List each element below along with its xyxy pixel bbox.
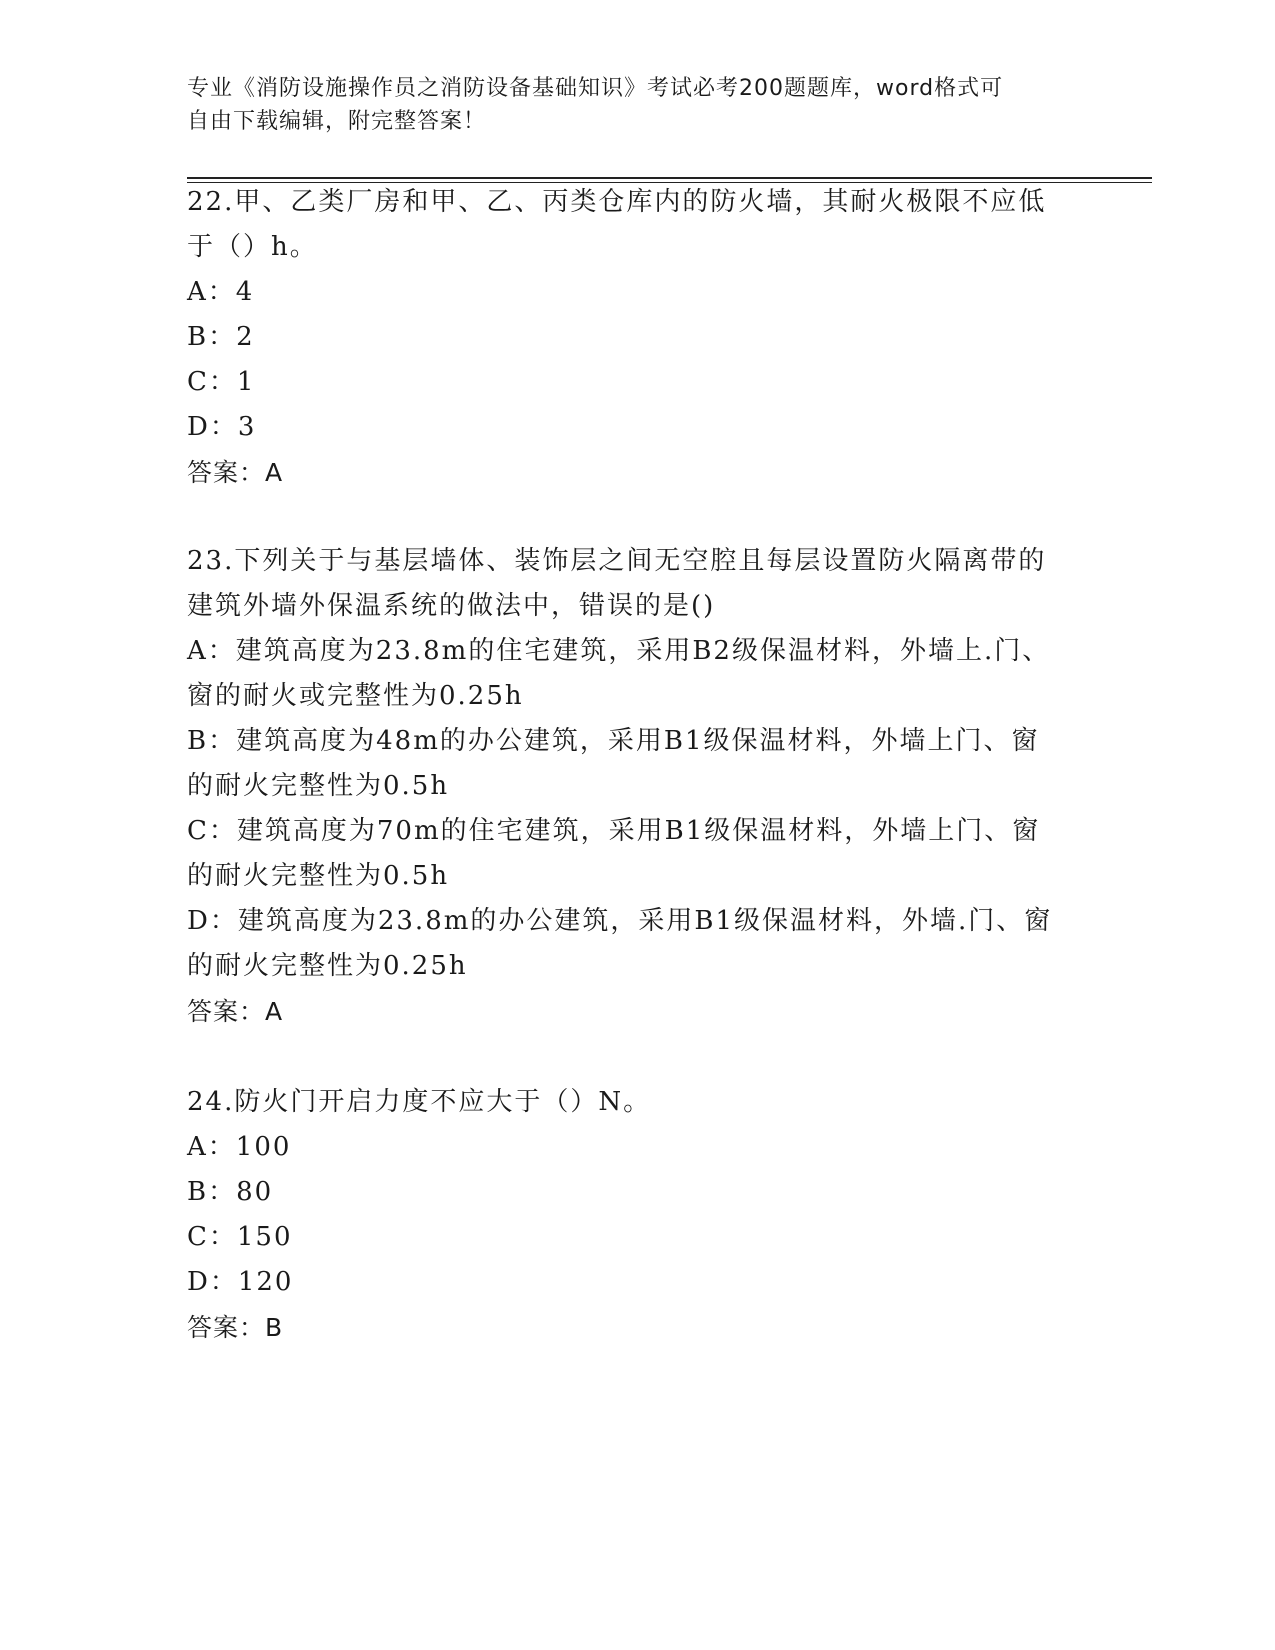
- answer-label: 答案：A: [187, 458, 284, 487]
- question-stem: 建筑外墙外保温系统的做法中，错误的是(): [187, 591, 716, 621]
- question-22: [187, 180, 1067, 495]
- option-a-cont: 窗的耐火或完整性为0.25h: [187, 681, 524, 711]
- option-c-cont: 的耐火完整性为0.5h: [187, 861, 450, 891]
- answer-label: 答案：A: [187, 997, 284, 1026]
- option-b: B：2: [187, 322, 255, 352]
- header-line-2: 自由下载编辑，附完整答案！: [187, 109, 487, 134]
- question-stem: 22.甲、乙类厂房和甲、乙、丙类仓库内的防火墙，其耐火极限不应低: [187, 187, 1047, 217]
- option-b: B：80: [187, 1177, 274, 1207]
- question-23: [187, 539, 1067, 1034]
- question-stem: 24.防火门开启力度不应大于（）N。: [187, 1087, 652, 1117]
- option-a: A：100: [187, 1132, 292, 1162]
- option-c: C：1: [187, 367, 256, 397]
- question-stem: 于（）h。: [187, 232, 318, 262]
- answer-label: 答案：B: [187, 1313, 284, 1342]
- option-d: D：建筑高度为23.8m的办公建筑，采用B1级保温材料，外墙.门、窗: [187, 906, 1053, 936]
- option-c: C：150: [187, 1222, 293, 1252]
- question-stem: 23.下列关于与基层墙体、装饰层之间无空腔且每层设置防火隔离带的: [187, 546, 1047, 576]
- question-24: [187, 1080, 1067, 1350]
- option-b: B：建筑高度为48m的办公建筑，采用B1级保温材料，外墙上门、窗: [187, 726, 1040, 756]
- option-d-cont: 的耐火完整性为0.25h: [187, 951, 468, 981]
- option-c: C：建筑高度为70m的住宅建筑，采用B1级保温材料，外墙上门、窗: [187, 816, 1041, 846]
- header-line-1: 专业《消防设施操作员之消防设备基础知识》考试必考200题题库，word格式可: [187, 76, 1004, 101]
- option-a: A：4: [187, 277, 255, 307]
- option-b-cont: 的耐火完整性为0.5h: [187, 771, 450, 801]
- header-divider-thick: [187, 177, 1152, 179]
- option-a: A：建筑高度为23.8m的住宅建筑，采用B2级保温材料，外墙上.门、: [187, 636, 1051, 666]
- option-d: D：120: [187, 1267, 294, 1297]
- option-d: D：3: [187, 412, 257, 442]
- document-header: [187, 72, 1067, 138]
